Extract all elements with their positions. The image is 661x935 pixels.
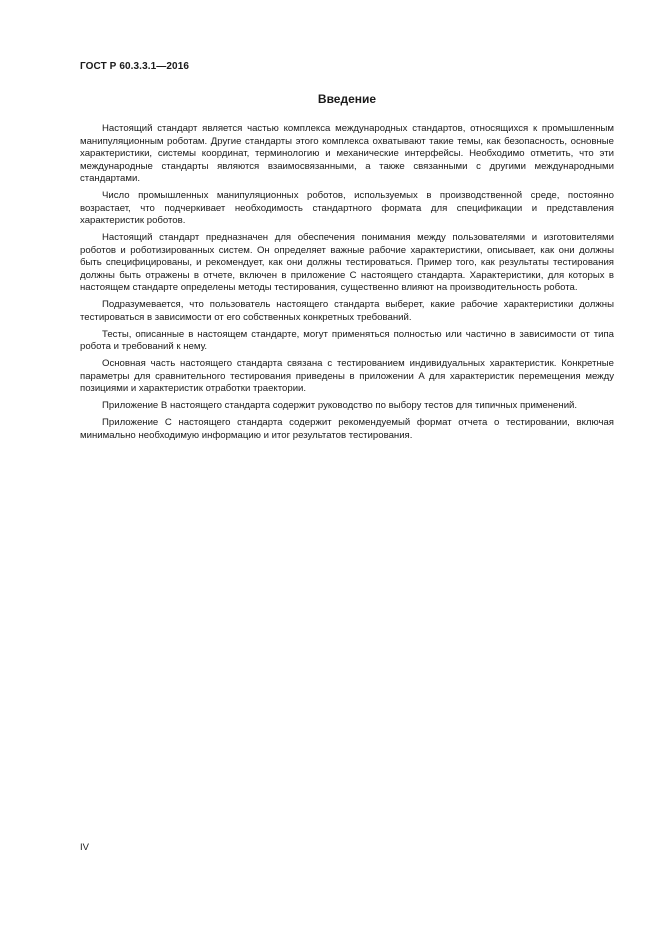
paragraph: Тесты, описанные в настоящем стандарте, могут применяться полностью или частично в зависимости от типа робота и требований к нему. [80, 328, 614, 352]
document-header: ГОСТ Р 60.3.3.1—2016 [80, 61, 190, 72]
section-title: Введение [317, 92, 377, 106]
body-text [80, 123, 614, 447]
paragraph: Приложение B настоящего стандарта содержит руководство по выбору тестов для типичных применений. [102, 400, 578, 411]
paragraph: Приложение C настоящего стандарта содержит рекомендуемый формат отчета о тестировании, включая минимально необходимую информацию и итог результатов тестирования. [80, 417, 614, 441]
paragraph: Настоящий стандарт является частью комплекса международных стандартов, относящихся к промышленным манипуляционным роботам. Другие стандарты этого комплекса охватывают такие темы, как безопасность, основные характеристики, системы координат, терминологию и механические интерфейсы. Необходимо отметить, что эти международные стандарты являются взаимосвязанными, а также связанными с другими международными стандартами. [80, 123, 614, 184]
paragraph: Настоящий стандарт предназначен для обеспечения понимания между пользователями и изготовителями роботов и роботизированных систем. Он определяет важные рабочие характеристики, описывает, как они должны быть специфицированы, и рекомендует, как они должны тестироваться. Пример того, как результаты тестирования должны быть отражены в отчете, включен в приложение C настоящего стандарта. Характеристики, для которых в настоящем стандарте определены методы тестирования, существенно влияют на производительность робота. [80, 232, 614, 293]
paragraph: Основная часть настоящего стандарта связана с тестированием индивидуальных характеристик. Конкретные параметры для сравнительного тестирования приведены в приложении A для характеристик перемещения между позициями и характеристик отработки траектории. [80, 358, 614, 394]
paragraph: Число промышленных манипуляционных роботов, используемых в производственной среде, постоянно возрастает, что подчеркивает необходимость стандартного формата для спецификации и представления характеристик роботов. [80, 190, 614, 226]
paragraph: Подразумевается, что пользователь настоящего стандарта выберет, какие рабочие характеристики должны тестироваться в зависимости от его собственных конкретных требований. [80, 299, 614, 323]
page-number: IV [80, 842, 89, 853]
